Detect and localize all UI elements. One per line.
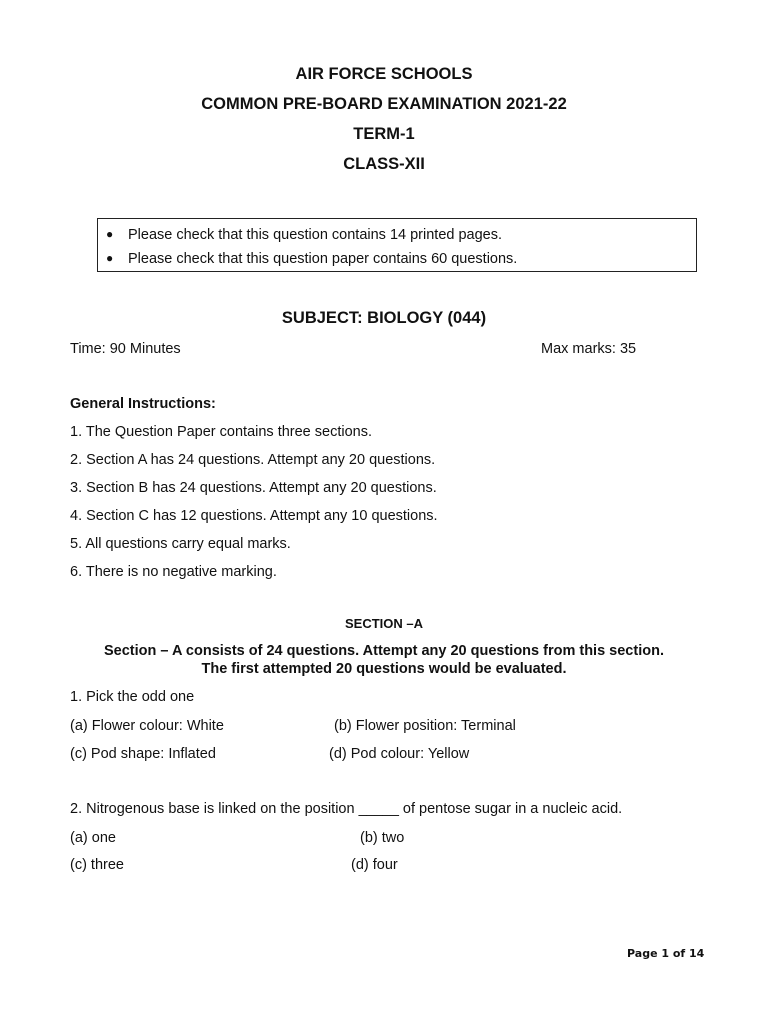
question-option: (c) Pod shape: Inflated <box>70 746 216 762</box>
bullet-icon: ● <box>106 251 114 265</box>
question-text: 2. Nitrogenous base is linked on the position _____ of pentose sugar in a nucleic acid. <box>70 801 623 817</box>
question-option: (a) one <box>70 830 116 846</box>
section-description-line2: The first attempted 20 questions would be evaluated. <box>201 661 567 677</box>
question-option: (b) Flower position: Terminal <box>334 718 516 734</box>
max-marks-label: Max marks: 35 <box>541 341 637 357</box>
bullet-icon: ● <box>106 227 114 241</box>
notice-item <box>106 227 503 243</box>
time-label: Time: 90 Minutes <box>70 341 181 357</box>
instruction-item: 4. Section C has 12 questions. Attempt any 10 questions. <box>70 508 438 524</box>
question-option: (a) Flower colour: White <box>70 718 224 734</box>
class-label: CLASS-XII <box>343 155 425 173</box>
question-option: (b) two <box>360 830 405 846</box>
question-option: (c) three <box>70 857 124 873</box>
instruction-item: 1. The Question Paper contains three sections. <box>70 424 372 440</box>
question-option: (d) Pod colour: Yellow <box>329 746 470 762</box>
question-option: (d) four <box>351 857 398 873</box>
instruction-item: 6. There is no negative marking. <box>70 564 277 580</box>
question-text: 1. Pick the odd one <box>70 689 195 705</box>
section-description-line1: Section – A consists of 24 questions. Attempt any 20 questions from this section. <box>104 643 664 659</box>
instructions-heading: General Instructions: <box>70 396 216 412</box>
term-label: TERM-1 <box>353 125 415 143</box>
notice-item <box>106 251 518 267</box>
notice-text: Please check that this question contains 14 printed pages. <box>128 227 503 243</box>
notice-text: Please check that this question paper contains 60 questions. <box>128 251 518 267</box>
page-number: Page 1 of 14 <box>627 947 705 960</box>
school-name: AIR FORCE SCHOOLS <box>295 65 473 83</box>
subject-title: SUBJECT: BIOLOGY (044) <box>281 309 487 327</box>
instruction-item: 2. Section A has 24 questions. Attempt any 20 questions. <box>70 452 436 468</box>
notice-box <box>97 218 697 272</box>
section-title: SECTION –A <box>344 616 423 631</box>
instruction-item: 5. All questions carry equal marks. <box>70 536 291 552</box>
instruction-item: 3. Section B has 24 questions. Attempt any 20 questions. <box>70 480 437 496</box>
exam-name: COMMON PRE-BOARD EXAMINATION 2021-22 <box>201 95 567 113</box>
